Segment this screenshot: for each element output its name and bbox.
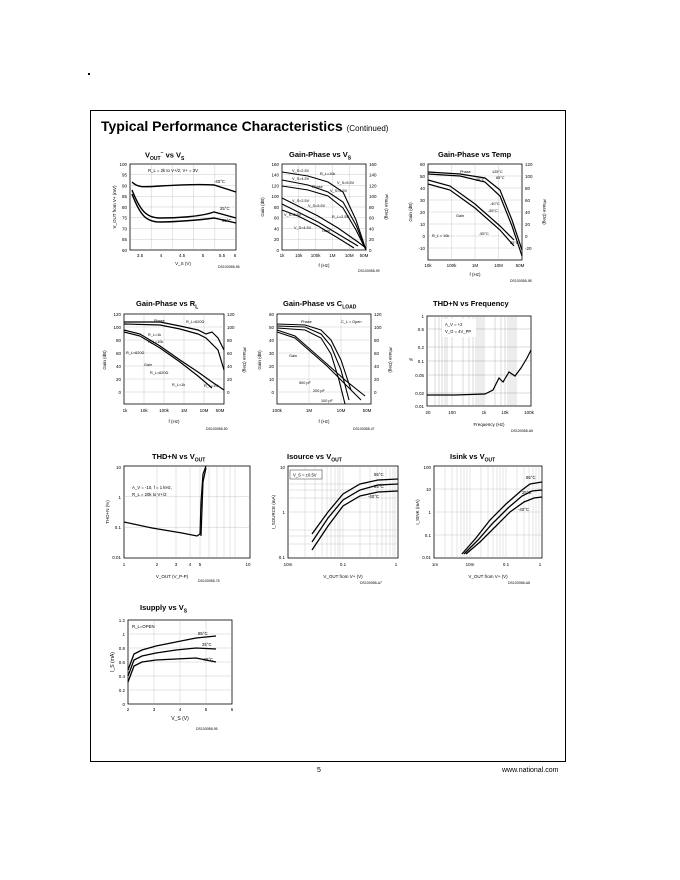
chart-text: 50M [362,408,372,413]
section-heading [101,118,388,134]
chart-text: R_L=10k [148,340,164,344]
chart-text: 10 [419,222,425,227]
chart-text: 80 [369,205,375,210]
heading-text: Typical Performance Characteristics [101,118,343,134]
chart-text: 0 [227,390,230,395]
chart-curve [312,479,398,534]
chart-text: R_L=1k [148,333,162,337]
chart-text: 0.2 [118,688,125,693]
f2-xlabel: f (Hz) [318,263,330,268]
chart-text: 5 [204,707,208,712]
fig4-chart [100,310,250,436]
chart-text: 1 [428,510,431,515]
chart-text: 50M [215,408,225,413]
f1-ytick: 95 [121,172,127,178]
chart-text: V_S=2.5V [284,213,302,217]
chart-text: 10m [465,562,475,567]
chart-text: 20 [227,377,233,382]
chart-text: 3 [174,562,178,567]
chart-text: 20 [268,364,274,369]
f1-xtick: 4.5 [178,253,186,258]
fig5-title: Gain-Phase vs $C_{LOAD}$ [283,299,357,311]
chart-text: 2 [126,707,130,712]
chart-text: 160 [369,162,377,167]
f1-xtick: 4 [159,253,163,258]
chart-text: 20 [425,410,431,415]
chart-text: 20 [115,377,121,382]
chart-text: 40 [115,364,121,369]
chart-text: V_S=5.5V [308,204,326,208]
chart-curve [201,468,206,536]
chart-text: 1M [305,408,313,413]
chart-text: 1m [431,562,439,567]
chart-text: 80 [273,205,279,210]
f2-code: DS100058-99 [358,269,380,273]
f6-condition: V_O = 4V_PP [445,329,472,334]
chart-text: V_S=2.5V [292,169,310,173]
fig8-chart [268,462,403,588]
chart-text: 0.02 [415,391,424,396]
chart-text: 4 [188,562,192,567]
chart-text: 0 [422,234,425,239]
f3-ylabel-right: Phase (Deg) [542,199,547,225]
chart-text: V_S=4.5V [330,189,348,193]
fig5-chart [255,310,395,436]
fig6-chart [405,310,545,436]
chart-text: 100k [524,410,534,415]
chart-text: 0.4 [118,674,125,679]
f1-ytick: 75 [121,215,127,221]
chart-text: 50 [419,174,425,179]
f1-ytick: 70 [121,226,127,232]
f6-xlabel: Frequency (Hz) [473,422,505,427]
chart-curve [282,204,358,246]
chart-text: 4 [178,707,182,712]
f7-code: DS100058-76 [198,579,220,583]
chart-text: 140 [271,172,279,178]
chart-text: Phase [301,320,312,324]
chart-curve [427,350,531,395]
chart-text: 100k [159,408,169,413]
f7-condition: A_V = -10, f = 1 kHz, [132,485,172,490]
f10-curve-label: 85°C [198,631,208,636]
chart-text: 10 [279,465,285,470]
chart-text: Phase [312,185,323,189]
chart-text: -20 [525,246,532,251]
chart-text: 1 [421,314,424,319]
chart-text: 0.01 [415,404,424,409]
chart-text: 0.1 [278,555,285,560]
chart-text: 3 [152,707,156,712]
chart-curve [282,186,366,250]
chart-curve [132,190,236,218]
chart-text: 60 [369,215,375,221]
chart-text: 30 [419,198,425,203]
chart-text: 100 [369,194,377,199]
chart-text: 10m [283,562,293,567]
fig9-chart [410,462,550,588]
chart-text: 120 [525,162,533,167]
f10-curve-label: -40°C [202,657,214,662]
chart-text: 120 [369,183,377,189]
f5-xlabel: f (Hz) [318,419,330,424]
chart-text: 60 [115,351,121,356]
f1-code: DS100058-96 [218,265,240,269]
chart-text: R_L=620Ω [186,320,205,324]
chart-text: 25°C [476,178,485,182]
f4-xlabel: f (Hz) [168,419,180,424]
chart-text: 10 [115,465,121,470]
chart-text: 60 [419,162,425,167]
fig9-title: Isink vs $V_{OUT}$ [450,452,496,464]
chart-text: V_S=5.5V [337,181,355,185]
chart-text: 1M [329,253,336,258]
chart-text: 1k [279,253,285,258]
chart-text: 0.1 [339,562,347,567]
chart-text: 200 pF [313,389,325,393]
chart-text: 5 [198,562,202,567]
f8-curve-label: -40°C [368,494,380,499]
chart-text: 40 [419,186,425,191]
f8-condition: V_S = ±0.5V [293,472,317,478]
chart-text: 60 [268,312,274,317]
chart-text: 40 [374,364,380,369]
chart-text: 85°C [510,241,519,245]
f1-ytick: 85 [121,194,127,199]
chart-text: 1 [538,562,542,567]
chart-text: 20 [374,377,380,382]
chart-text: Gain [289,354,298,358]
chart-text: 0 [118,390,121,395]
chart-text: 80 [374,338,380,343]
chart-text: 40 [268,338,274,343]
chart-text: 10 [425,487,431,492]
chart-text: 1 [394,562,398,567]
chart-text: 100 [374,325,382,330]
chart-text: 10k [501,410,509,415]
chart-text: 0.6 [118,660,125,665]
chart-text: Gain [456,214,465,218]
chart-curve [124,330,224,390]
f10-condition: R_L=OPEN [132,624,155,629]
chart-text: -55°C [488,209,498,213]
chart-text: 0.01 [112,555,121,560]
chart-text: -40°C [490,202,500,206]
f8-ylabel: I_SOURCE (mA) [271,494,276,530]
chart-text: 0.1 [417,359,424,364]
chart-text: 0.05 [415,373,424,378]
f1-xtick: 5 [201,253,205,258]
chart-text: 80 [115,338,121,343]
chart-text: 0 [525,234,528,239]
chart-text: 0.8 [118,646,125,651]
chart-text: 80 [227,338,233,343]
chart-text: 10M [199,408,209,413]
chart-text: 120 [374,312,382,317]
chart-text: R_L=1k [172,383,186,387]
chart-text: 120 [113,312,121,317]
f6-code: DS100058-A5 [511,429,533,433]
chart-text: 100 [271,194,279,199]
f4-ylabel-left: Gain (dB) [102,350,107,370]
fig7-title: THD+N vs $V_{OUT}$ [152,452,206,464]
chart-text: 0.01 [422,555,431,560]
f1-curve-label: 25°C [220,206,230,211]
f9-xlabel: V_OUT from V+ (V) [468,574,508,579]
chart-text: 20 [525,222,531,227]
chart-text: 85°C [496,176,505,180]
chart-text: Phase [154,319,165,323]
f7-ylabel: THD+N (%) [105,500,110,524]
f10-curve-label: 25°C [202,642,212,647]
chart-text: 0.5 [417,327,424,332]
chart-text: R_L=10k [204,384,220,388]
f10-xlabel: V_S (V) [171,716,189,722]
chart-text: 60 [525,198,531,203]
chart-text: 1M [471,263,479,268]
chart-text: 120 [227,312,235,317]
fig1-chart [110,160,250,275]
chart-text: C_L = Open [341,320,362,324]
chart-text: 100 [448,410,456,415]
f8-curve-label: 85°C [374,472,384,477]
fig3-title: Gain-Phase vs Temp [438,150,512,159]
f7-condition: R_L = 20k to V+/2 [132,492,167,497]
chart-text: 1k [481,410,487,415]
f10-code: DS100058-95 [196,727,218,731]
f5-ylabel-left: Gain (dB) [257,350,262,370]
chart-text: R_L = 10k [432,234,450,238]
chart-text: 0.1 [114,525,121,530]
chart-text: V_S=4.5V [294,226,312,230]
chart-text: Gain [322,229,331,233]
f9-ylabel: I_SINK (mA) [415,499,420,525]
chart-text: 100k [446,263,457,268]
chart-text: 100 [423,465,431,470]
fig7-chart [102,462,262,588]
chart-text: 0.1 [424,533,431,538]
f1-ytick: 80 [121,205,127,210]
chart-text: 50 [268,325,274,330]
fig1-title: $V_{OUT}^-$ vs $V_S$ [145,150,185,162]
fig4-title: Gain-Phase vs $R_L$ [136,299,199,311]
chart-text: 80 [525,186,531,191]
chart-text: 100 pF [321,399,333,403]
chart-text: R_L=620Ω [126,351,145,355]
chart-text: 10M [494,263,503,268]
chart-text: 10k [424,263,432,268]
f1-ytick: 60 [121,248,127,253]
chart-text: 40 [369,226,375,232]
chart-text: 60 [273,215,279,221]
chart-text: 0 [122,702,125,707]
f5-code: DS100058-47 [353,427,375,431]
f5-ylabel-right: Phase (Deg) [388,347,393,373]
chart-text: 60 [374,351,380,356]
chart-curve [312,491,398,550]
page-number: 5 [317,767,321,774]
f4-ylabel-right: Phase (Deg) [242,347,247,373]
chart-curve [124,466,206,536]
chart-text: 0.2 [417,345,424,350]
chart-text: 6 [230,707,234,712]
f1-ytick: 100 [119,162,127,167]
chart-text: 100 [227,325,235,330]
chart-text: 1.2 [118,618,125,623]
chart-text: -10 [418,246,425,251]
f1-curve-label: 85°C [222,218,232,223]
chart-curve [124,324,224,370]
chart-text: 40 [525,210,531,215]
chart-text: 1M [180,408,188,413]
f2-ylabel-right: Phase (Deg) [384,194,389,220]
f1-ytick: 65 [121,237,127,242]
chart-text: R_L=2.5V [332,215,349,219]
chart-text: Gain [144,363,153,367]
f1-xtick: 6 [233,253,237,258]
f1-xtick: 5.5 [218,253,226,258]
chart-text: 30 [268,351,274,356]
chart-text: 0 [276,248,279,253]
chart-text: 10 [245,562,251,567]
fig3-chart [400,160,550,285]
chart-text: 20 [419,210,425,215]
chart-text: 0 [271,390,274,395]
fig2-title: Gain-Phase vs $V_S$ [289,150,352,162]
chart-text: 20 [369,237,375,242]
chart-text: 40 [227,364,233,369]
chart-text: 160 [271,162,279,167]
chart-text: 500 pF [299,381,311,385]
chart-text: 0 [369,248,372,253]
f1-xlabel: V_S (V) [175,261,191,266]
chart-text: 10k [295,253,303,258]
chart-text: 1 [122,632,125,637]
f6-condition: A_V = +2 [445,322,463,327]
f3-code: DS100058-98 [510,279,532,283]
chart-text: 0.1 [502,562,510,567]
chart-text: 125°C [492,170,503,174]
f8-curve-label: 25°C [374,484,384,489]
heading-continued: (Continued) [346,124,389,133]
f10-ylabel: I_S (mA) [110,652,116,672]
chart-text: -55°C [479,232,489,236]
chart-text: 1 [282,510,285,515]
chart-text: 10M [336,408,346,413]
fig8-title: Isource vs $V_{OUT}$ [287,452,342,464]
f9-curve-label: -40°C [518,507,530,512]
chart-text: 60 [227,351,233,356]
chart-text: R_L=10k [320,172,336,176]
f1-xtick: 3.5 [136,253,144,258]
f1-ytick: 90 [121,183,127,189]
fig10-title: Isupply vs $V_S$ [140,603,188,615]
chart-text: 10k [140,408,148,413]
chart-text: V_S=4.5V [292,177,310,181]
f3-ylabel-left: Gain (dB) [408,202,413,222]
f1-curve-label: -40°C [214,179,226,184]
stray-mark [88,73,90,75]
f1-ylabel: V_OUT from V+ (mV) [112,185,117,229]
f9-code: DS100058-A8 [508,581,530,585]
footer-url: www.national.com [502,767,559,774]
chart-text: 10 [268,377,274,382]
chart-text: Phase [460,170,471,174]
chart-curve [124,332,212,388]
f8-xlabel: V_OUT from V+ (V) [323,574,363,579]
fig6-title: THD+N vs Frequency [433,299,509,308]
chart-text: 20 [273,237,279,242]
chart-curve [312,484,398,542]
chart-text: 120 [271,183,279,189]
chart-text: 10M [344,253,354,258]
f8-code: DS100058-A7 [360,581,382,585]
f9-curve-label: 25°C [522,490,532,495]
fig10-chart [106,614,241,739]
fig2-chart [258,160,390,278]
chart-text: 140 [369,172,377,178]
chart-text: 100 [525,174,533,179]
f4-code: DS100058-50 [206,427,228,431]
chart-text: 2 [155,562,159,567]
f3-xlabel: f (Hz) [469,272,481,277]
f7-xlabel: V_OUT (V_P-P) [155,574,189,579]
chart-text: 100 [113,325,121,330]
chart-text: 1k [122,408,128,413]
f9-curve-label: 85°C [526,475,536,480]
chart-text: 100k [272,408,282,413]
chart-text: 0 [374,390,377,395]
chart-text: R_L=620Ω [150,371,169,375]
chart-text: V_S=2.5V [292,199,310,203]
chart-text: 50M [359,253,369,258]
chart-text: 40 [273,226,279,232]
f2-ylabel-left: Gain (dB) [260,197,265,217]
chart-text: 50M [515,263,525,268]
f1-condition: R_L = 2k to V+/2, V+ = 3V [148,168,199,173]
f6-ylabel: % [408,357,414,362]
chart-text: 1 [118,495,121,500]
chart-text: 100k [310,253,321,258]
chart-text: 1 [122,562,126,567]
